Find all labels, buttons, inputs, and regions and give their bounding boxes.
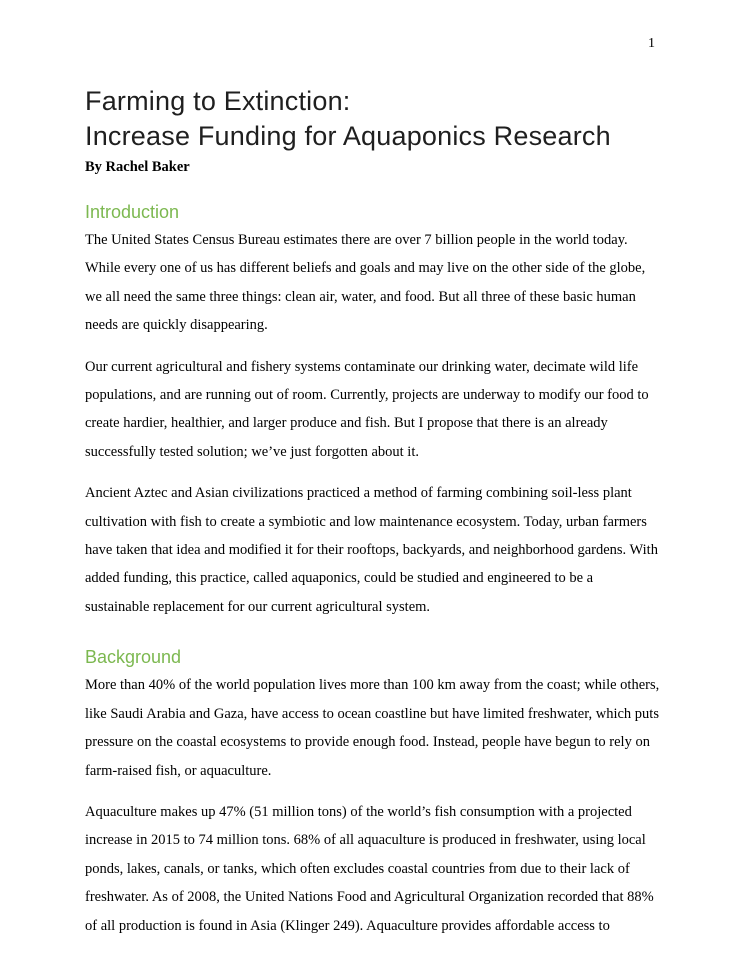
section-introduction: [85, 201, 661, 621]
document-content: [85, 84, 661, 953]
paragraph: The United States Census Bureau estimates there are over 7 billion people in the world today. While every one of us has different beliefs and goals and may live on the other side of the globe, we all need the same three things: clean air, water, and food. But all three of these basic human needs are quickly disappearing.: [85, 232, 646, 334]
paragraph: Our current agricultural and fishery systems contaminate our drinking water, decimate wild life populations, and are running out of room. Currently, projects are underway to modify our food to create hardier, healthier, and larger produce and fish. But I propose that there is an already successfully tested solution; we’ve just forgotten about it.: [85, 358, 649, 460]
byline: By Rachel Baker: [85, 159, 190, 175]
page-number: 1: [648, 36, 655, 51]
title-line-2: Increase Funding for Aquaponics Research: [85, 121, 611, 151]
section-heading-background: Background: [85, 647, 182, 668]
section-background: [85, 646, 661, 940]
title-line-1: Farming to Extinction:: [85, 86, 351, 116]
paragraph: Ancient Aztec and Asian civilizations practiced a method of farming combining soil-less plant cultivation with fish to create a symbiotic and low maintenance ecosystem. Today, urban farmers have taken that idea and modified it for their rooftops, backyards, and neighborhood gardens. With added funding, this practice, called aquaponics, could be studied and engineered to be a sustainable replacement for our current agricultural system.: [85, 485, 658, 615]
paragraph: More than 40% of the world population lives more than 100 km away from the coast; while others, like Saudi Arabia and Gaza, have access to ocean coastline but have limited freshwater, which puts pressure on the coastal ecosystems to provide enough food. Instead, people have begun to rely on farm-raised fish, or aquaculture.: [85, 677, 660, 779]
paragraph: Aquaculture makes up 47% (51 million tons) of the world’s fish consumption with a projected increase in 2015 to 74 million tons. 68% of all aquaculture is produced in freshwater, using local ponds, lakes, canals, or tanks, which often excludes coastal countries from due to their lack of freshwater. As of 2008, the United Nations Food and Agricultural Organization recorded that 88% of all production is found in Asia (Klinger 249). Aquaculture provides affordable access to: [85, 803, 654, 934]
document-title: [85, 84, 661, 154]
section-heading-introduction: Introduction: [85, 202, 180, 222]
